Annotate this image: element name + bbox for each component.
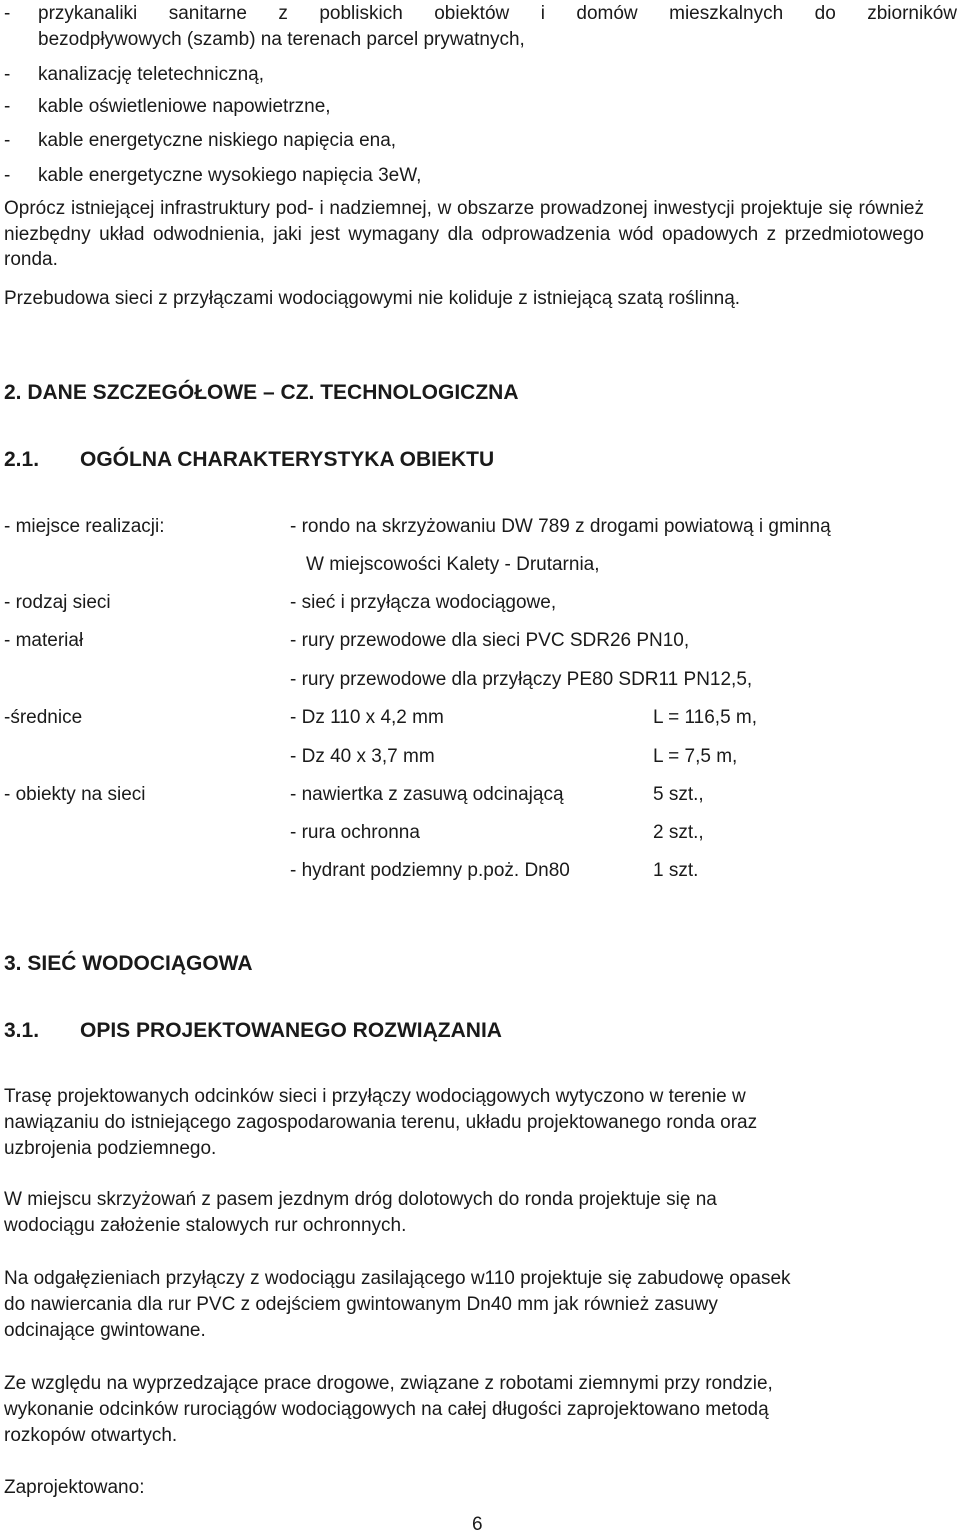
objects-label: - obiekty na sieci [4,784,146,805]
subsection-number: 2.1. [4,448,40,471]
object-qty: 5 szt., [653,784,704,805]
paragraph-line: uzbrojenia podziemnego. [4,1138,217,1159]
paragraph-line: W miejscu skrzyżowań z pasem jezdnym dróg dolotowych do ronda projektuje się na [4,1189,717,1210]
network-type-value: - sieć i przyłącza wodociągowe, [290,592,557,613]
paragraph-line: do nawiercania dla rur PVC z odejściem gwintowanym Dn40 mm jak również zasuwy [4,1294,718,1315]
page-number: 6 [472,1514,483,1535]
location-value: - rondo na skrzyżowaniu DW 789 z drogami powiatową i gminną [290,516,831,537]
object-name: - hydrant podziemny p.poż. Dn80 [290,860,570,881]
location-value-2: W miejscowości Kalety - Drutarnia, [306,554,600,575]
bullet-marker: - [4,64,11,85]
subsection-number: 3.1. [4,1019,40,1042]
object-name: - rura ochronna [290,822,420,843]
bullet-marker: - [4,165,11,186]
closing-label: Zaprojektowano: [4,1477,145,1498]
subsection-heading: OGÓLNA CHARAKTERYSTYKA OBIEKTU [80,448,495,471]
material-value: - rury przewodowe dla przyłączy PE80 SDR11 PN12,5, [290,669,753,690]
list-item-text: kable oświetleniowe napowietrzne, [38,96,331,117]
bullet-marker: - [4,96,11,117]
diameter-length: L = 7,5 m, [653,746,738,767]
diameter-size: - Dz 110 x 4,2 mm [290,707,444,728]
paragraph-line: Trasę projektowanych odcinków sieci i przyłączy wodociągowych wytyczono w terenie w [4,1086,746,1107]
rebuild-sentence: Przebudowa sieci z przyłączami wodociągowymi nie koliduje z istniejącą szatą roślinną. [4,288,741,309]
subsection-heading: OPIS PROJEKTOWANEGO ROZWIĄZANIA [80,1019,502,1042]
bullet-marker: - [4,130,11,151]
intro-paragraph: Oprócz istniejącej infrastruktury pod- i nadziemnej, w obszarze prowadzonej inwestycji projektuje się również niezbędny układ odwodnienia, jaki jest wymagany dla odprowadzenia wód opadowych z przedmiotowego ronda. [4,198,924,270]
paragraph-line: Ze względu na wyprzedzające prace drogowe, związane z robotami ziemnymi przy rondzie, [4,1373,773,1394]
object-qty: 1 szt. [653,860,699,881]
paragraph-line: odcinające gwintowane. [4,1320,206,1341]
list-item-text: kanalizację teletechniczną, [38,64,265,85]
material-value: - rury przewodowe dla sieci PVC SDR26 PN10, [290,630,690,651]
diameter-size: - Dz 40 x 3,7 mm [290,746,435,767]
list-item-text: bezodpływowych (szamb) na terenach parcel prywatnych, [38,29,525,50]
object-name: - nawiertka z zasuwą odcinającą [290,784,564,805]
list-item-text: przykanaliki sanitarne z pobliskich obiektów i domów mieszkalnych do zbiorników [38,3,957,24]
material-label: - materiał [4,630,84,651]
section-heading: 3. SIEĆ WODOCIĄGOWA [4,952,253,975]
paragraph-line: nawiązaniu do istniejącego zagospodarowania terenu, układu projektowanego ronda oraz [4,1112,758,1133]
list-item-text: kable energetyczne niskiego napięcia ena, [38,130,397,151]
location-label: - miejsce realizacji: [4,516,165,537]
paragraph-line: wykonanie odcinków rurociągów wodociągowych na całej długości zaprojektowano metodą [4,1399,769,1420]
paragraph-line: Na odgałęzieniach przyłączy z wodociągu zasilającego w110 projektuje się zabudowę opasek [4,1268,791,1289]
object-qty: 2 szt., [653,822,704,843]
diameter-length: L = 116,5 m, [653,707,758,728]
paragraph-line: wodociągu założenie stalowych rur ochronnych. [4,1215,407,1236]
paragraph-line: rozkopów otwartych. [4,1425,178,1446]
section-heading: 2. DANE SZCZEGÓŁOWE – CZ. TECHNOLOGICZNA [4,381,519,404]
network-type-label: - rodzaj sieci [4,592,111,613]
list-item-text: kable energetyczne wysokiego napięcia 3eW, [38,165,422,186]
bullet-marker: - [4,3,11,24]
diameters-label: -średnice [4,707,83,728]
